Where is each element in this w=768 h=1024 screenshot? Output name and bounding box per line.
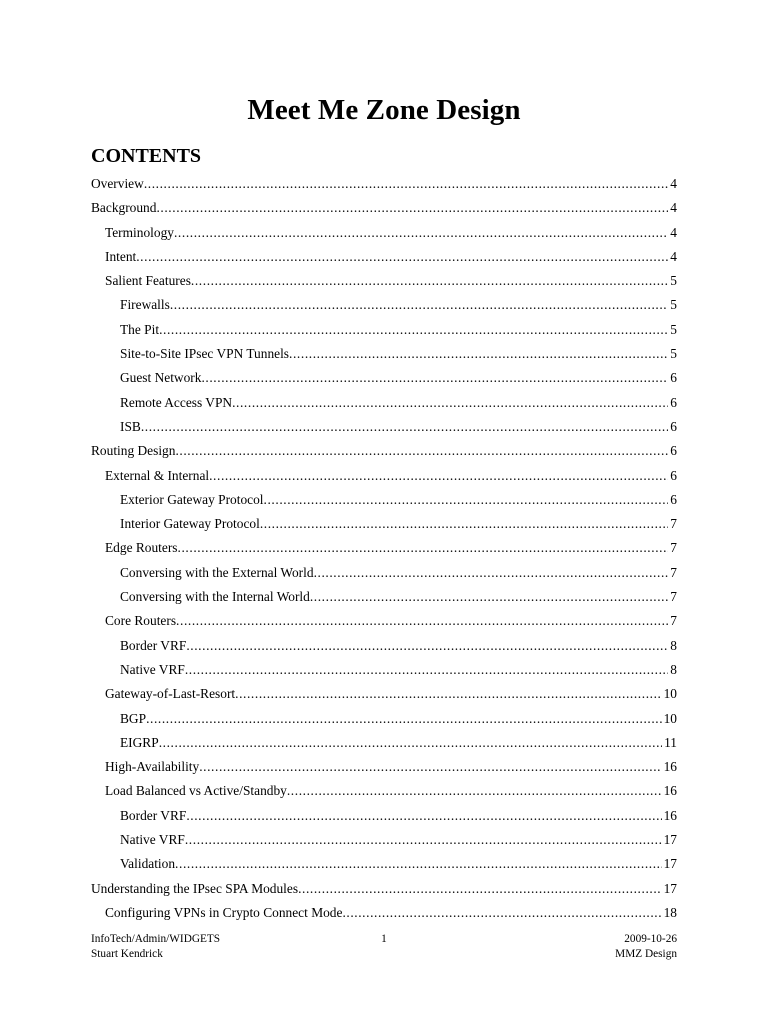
toc-entry-title: Exterior Gateway Protocol (120, 491, 264, 507)
toc-entry-title: ISB (120, 418, 141, 434)
toc-entry-page: 6 (670, 394, 677, 410)
toc-entry-title: Border VRF (120, 807, 187, 823)
toc-dot-leader (186, 634, 668, 658)
toc-entry[interactable] (91, 658, 677, 682)
toc-entry-page: 7 (670, 564, 677, 580)
toc-entry-title: Core Routers (105, 613, 177, 629)
toc-entry[interactable] (91, 342, 677, 366)
toc-entry[interactable] (91, 439, 677, 463)
toc-entry-title: Understanding the IPsec SPA Modules (91, 880, 299, 896)
toc-entry-title: Native VRF (120, 661, 185, 677)
toc-dot-leader (264, 488, 669, 512)
toc-entry-page: 5 (670, 273, 677, 289)
toc-entry[interactable] (91, 269, 677, 293)
toc-dot-leader (287, 779, 662, 803)
toc-entry-title: The Pit (120, 321, 160, 337)
toc-entry-page: 17 (663, 832, 677, 848)
toc-dot-leader (199, 755, 661, 779)
toc-entry-title: Salient Features (105, 273, 191, 289)
toc-entry-page: 16 (663, 759, 677, 775)
toc-entry-page: 4 (670, 200, 677, 216)
toc-dot-leader (159, 318, 668, 342)
toc-entry[interactable] (91, 634, 677, 658)
toc-entry-title: Conversing with the External World (120, 564, 314, 580)
toc-entry[interactable] (91, 585, 677, 609)
toc-dot-leader (178, 536, 669, 560)
toc-entry[interactable] (91, 415, 677, 439)
toc-entry[interactable] (91, 609, 677, 633)
toc-dot-leader (201, 366, 668, 390)
toc-entry-title: Remote Access VPN (120, 394, 233, 410)
toc-entry-title: External & Internal (105, 467, 210, 483)
toc-entry-page: 7 (670, 613, 677, 629)
toc-dot-leader (174, 221, 668, 245)
toc-entry[interactable] (91, 561, 677, 585)
toc-entry-page: 7 (670, 589, 677, 605)
toc-entry[interactable] (91, 172, 677, 196)
toc-entry-title: High-Availability (105, 759, 200, 775)
toc-dot-leader (298, 877, 662, 901)
toc-dot-leader (176, 609, 668, 633)
toc-entry-page: 5 (670, 297, 677, 313)
toc-dot-leader (209, 464, 668, 488)
toc-dot-leader (146, 707, 662, 731)
toc-entry-title: Conversing with the Internal World (120, 589, 310, 605)
toc-dot-leader (144, 172, 668, 196)
toc-entry-title: Validation (120, 856, 176, 872)
toc-entry[interactable] (91, 536, 677, 560)
toc-entry-page: 6 (670, 418, 677, 434)
toc-entry[interactable] (91, 779, 677, 803)
footer-author: Stuart Kendrick (91, 947, 163, 960)
footer-date: 2009-10-26 (624, 933, 677, 945)
toc-entry-page: 17 (663, 856, 677, 872)
toc-entry[interactable] (91, 512, 677, 536)
toc-dot-leader (310, 585, 668, 609)
toc-entry-title: Terminology (105, 224, 174, 240)
toc-dot-leader (289, 342, 668, 366)
toc-entry-title: Background (91, 200, 157, 216)
toc-entry-title: Load Balanced vs Active/Standby (105, 783, 287, 799)
toc-entry-title: Configuring VPNs in Crypto Connect Mode (105, 904, 343, 920)
toc-dot-leader (136, 245, 668, 269)
toc-entry-title: Firewalls (120, 297, 170, 313)
toc-dot-leader (232, 391, 668, 415)
toc-entry-page: 4 (670, 224, 677, 240)
footer-left (91, 932, 220, 961)
toc-dot-leader (186, 804, 661, 828)
toc-entry[interactable] (91, 877, 677, 901)
toc-dot-leader (141, 415, 668, 439)
toc-entry[interactable] (91, 731, 677, 755)
toc-entry-title: Native VRF (120, 832, 185, 848)
toc-entry[interactable] (91, 366, 677, 390)
footer-page-number: 1 (381, 933, 387, 945)
toc-dot-leader (175, 439, 668, 463)
toc-entry-page: 4 (670, 248, 677, 264)
footer-right (615, 932, 677, 961)
toc-entry-page: 16 (663, 783, 677, 799)
toc-entry[interactable] (91, 828, 677, 852)
footer-doc-name: MMZ Design (615, 947, 677, 960)
toc-entry-page: 16 (663, 807, 677, 823)
toc-dot-leader (175, 852, 662, 876)
toc-entry-page: 10 (663, 710, 677, 726)
toc-entry[interactable] (91, 464, 677, 488)
toc-dot-leader (156, 196, 668, 220)
toc-entry-page: 10 (663, 686, 677, 702)
toc-entry-title: Site-to-Site IPsec VPN Tunnels (120, 346, 290, 362)
toc-entry-title: Interior Gateway Protocol (120, 516, 260, 532)
toc-entry[interactable] (91, 707, 677, 731)
toc-entry-page: 6 (670, 467, 677, 483)
table-of-contents (91, 172, 677, 925)
toc-entry-title: Gateway-of-Last-Resort (105, 686, 236, 702)
toc-entry[interactable] (91, 196, 677, 220)
toc-entry[interactable] (91, 901, 677, 925)
toc-dot-leader (260, 512, 668, 536)
toc-entry[interactable] (91, 755, 677, 779)
toc-entry[interactable] (91, 391, 677, 415)
toc-dot-leader (185, 658, 668, 682)
toc-entry[interactable] (91, 682, 677, 706)
toc-entry[interactable] (91, 804, 677, 828)
toc-entry[interactable] (91, 221, 677, 245)
toc-entry-title: Edge Routers (105, 540, 178, 556)
toc-entry-page: 6 (670, 370, 677, 386)
toc-entry-page: 18 (663, 904, 677, 920)
toc-entry-title: Intent (105, 248, 137, 264)
toc-dot-leader (314, 561, 669, 585)
toc-entry-page: 8 (670, 661, 677, 677)
toc-entry-page: 11 (664, 734, 677, 750)
toc-entry-page: 7 (670, 540, 677, 556)
toc-entry-title: BGP (120, 710, 147, 726)
toc-dot-leader (185, 828, 662, 852)
toc-entry-title: Routing Design (91, 443, 176, 459)
toc-entry[interactable] (91, 245, 677, 269)
toc-entry-page: 5 (670, 321, 677, 337)
toc-dot-leader (342, 901, 661, 925)
toc-entry[interactable] (91, 318, 677, 342)
toc-entry-page: 8 (670, 637, 677, 653)
toc-entry-page: 4 (670, 176, 677, 191)
contents-heading: CONTENTS (91, 145, 202, 167)
toc-dot-leader (191, 269, 668, 293)
toc-dot-leader (159, 731, 662, 755)
toc-entry-title: Guest Network (120, 370, 202, 386)
document-title: Meet Me Zone Design (247, 94, 521, 126)
page-footer (91, 932, 677, 962)
toc-entry[interactable] (91, 852, 677, 876)
toc-entry-title: Border VRF (120, 637, 187, 653)
toc-entry-page: 5 (670, 346, 677, 362)
toc-entry-page: 6 (670, 491, 677, 507)
toc-entry-page: 7 (670, 516, 677, 532)
toc-entry[interactable] (91, 488, 677, 512)
toc-dot-leader (235, 682, 661, 706)
toc-entry-title: Overview (91, 176, 144, 191)
toc-entry[interactable] (91, 293, 677, 317)
toc-dot-leader (170, 293, 668, 317)
toc-entry-title: EIGRP (120, 734, 159, 750)
toc-entry-page: 17 (663, 880, 677, 896)
toc-entry-page: 6 (670, 443, 677, 459)
footer-department: InfoTech/Admin/WIDGETS (91, 933, 221, 945)
